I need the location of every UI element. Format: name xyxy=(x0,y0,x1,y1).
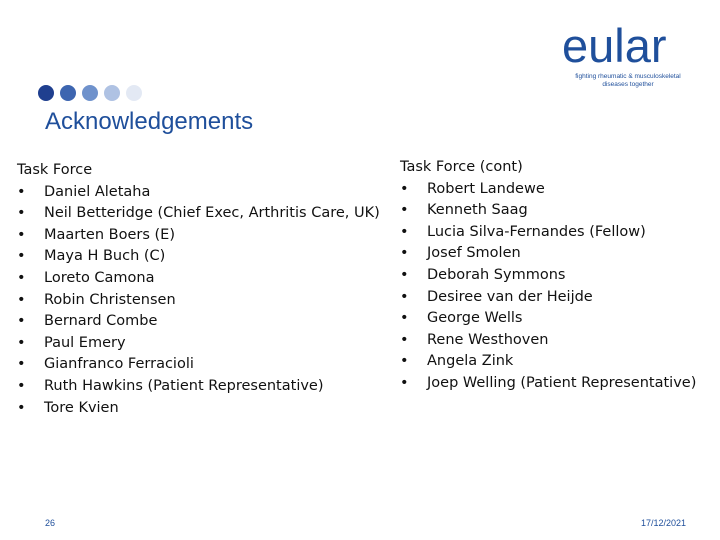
logo-tagline xyxy=(564,73,692,89)
list-item xyxy=(17,398,380,420)
member-name: Maya H Buch (C) xyxy=(44,248,166,265)
member-name: Joep Welling (Patient Representative) xyxy=(427,374,697,391)
list-item xyxy=(400,179,696,201)
slide-title: Acknowledgements xyxy=(45,108,254,135)
list-item xyxy=(17,268,380,290)
bullet-marker: • xyxy=(17,183,26,200)
member-name: Rene Westhoven xyxy=(427,331,549,348)
list-item xyxy=(17,246,380,268)
member-name: George Wells xyxy=(427,310,523,327)
bullet-marker: • xyxy=(400,331,409,348)
decorative-dot xyxy=(126,85,142,101)
member-name: Paul Emery xyxy=(44,334,126,351)
column-heading: Task Force xyxy=(17,162,93,178)
bullet-marker: • xyxy=(17,313,26,330)
list-item xyxy=(400,373,696,395)
member-name: Daniel Aletaha xyxy=(44,183,151,200)
member-name: Loreto Camona xyxy=(44,269,155,286)
bullet-marker: • xyxy=(400,288,409,305)
list-item xyxy=(400,308,696,330)
decorative-dots xyxy=(38,85,142,101)
list-item xyxy=(17,203,380,225)
eular-logo xyxy=(562,19,702,89)
bullet-marker: • xyxy=(400,353,409,370)
column-heading: Task Force (cont) xyxy=(400,159,523,175)
decorative-dot xyxy=(82,85,98,101)
bullet-marker: • xyxy=(400,223,409,240)
bullet-marker: • xyxy=(17,291,26,308)
list-item xyxy=(17,376,380,398)
bullet-marker: • xyxy=(17,226,26,243)
list-item xyxy=(17,311,380,333)
list-item xyxy=(400,243,696,265)
member-name: Robert Landewe xyxy=(427,180,545,197)
member-list xyxy=(400,179,696,395)
member-name: Kenneth Saag xyxy=(427,202,528,219)
list-item xyxy=(17,290,380,312)
member-name: Josef Smolen xyxy=(427,245,521,262)
list-item xyxy=(17,354,380,376)
decorative-dot xyxy=(60,85,76,101)
member-name: Gianfranco Ferracioli xyxy=(44,356,194,373)
member-name: Tore Kvien xyxy=(44,399,119,416)
page-number: 26 xyxy=(45,518,56,528)
list-item xyxy=(400,222,696,244)
member-name: Bernard Combe xyxy=(44,313,158,330)
bullet-marker: • xyxy=(17,399,26,416)
list-item xyxy=(400,200,696,222)
list-item xyxy=(400,287,696,309)
logo-tagline-line2: diseases together xyxy=(602,81,654,88)
task-force-column xyxy=(17,160,380,419)
member-list xyxy=(17,182,380,420)
bullet-marker: • xyxy=(400,180,409,197)
list-item xyxy=(400,330,696,352)
bullet-marker: • xyxy=(17,356,26,373)
decorative-dot xyxy=(104,85,120,101)
bullet-marker: • xyxy=(17,205,26,222)
member-name: Angela Zink xyxy=(427,353,514,370)
bullet-marker: • xyxy=(17,248,26,265)
bullet-marker: • xyxy=(17,269,26,286)
decorative-dot xyxy=(38,85,54,101)
list-item xyxy=(400,351,696,373)
logo-tagline-line1: fighting rheumatic & musculoskeletal xyxy=(575,73,681,80)
list-item xyxy=(17,182,380,204)
bullet-marker: • xyxy=(400,245,409,262)
member-name: Deborah Symmons xyxy=(427,266,566,283)
list-item xyxy=(400,265,696,287)
member-name: Neil Betteridge (Chief Exec, Arthritis Care, UK) xyxy=(44,205,380,222)
bullet-marker: • xyxy=(400,266,409,283)
member-name: Maarten Boers (E) xyxy=(44,226,175,243)
slide-date: 17/12/2021 xyxy=(640,518,686,528)
task-force-cont-column xyxy=(400,157,696,395)
bullet-marker: • xyxy=(400,374,409,391)
member-name: Desiree van der Heijde xyxy=(427,288,593,305)
bullet-marker: • xyxy=(17,377,26,394)
bullet-marker: • xyxy=(400,202,409,219)
member-name: Robin Christensen xyxy=(44,291,176,308)
bullet-marker: • xyxy=(400,310,409,327)
member-name: Lucia Silva-Fernandes (Fellow) xyxy=(427,223,646,240)
member-name: Ruth Hawkins (Patient Representative) xyxy=(44,377,324,394)
list-item xyxy=(17,333,380,355)
bullet-marker: • xyxy=(17,334,26,351)
logo-wordmark: eular xyxy=(562,19,667,72)
list-item xyxy=(17,225,380,247)
